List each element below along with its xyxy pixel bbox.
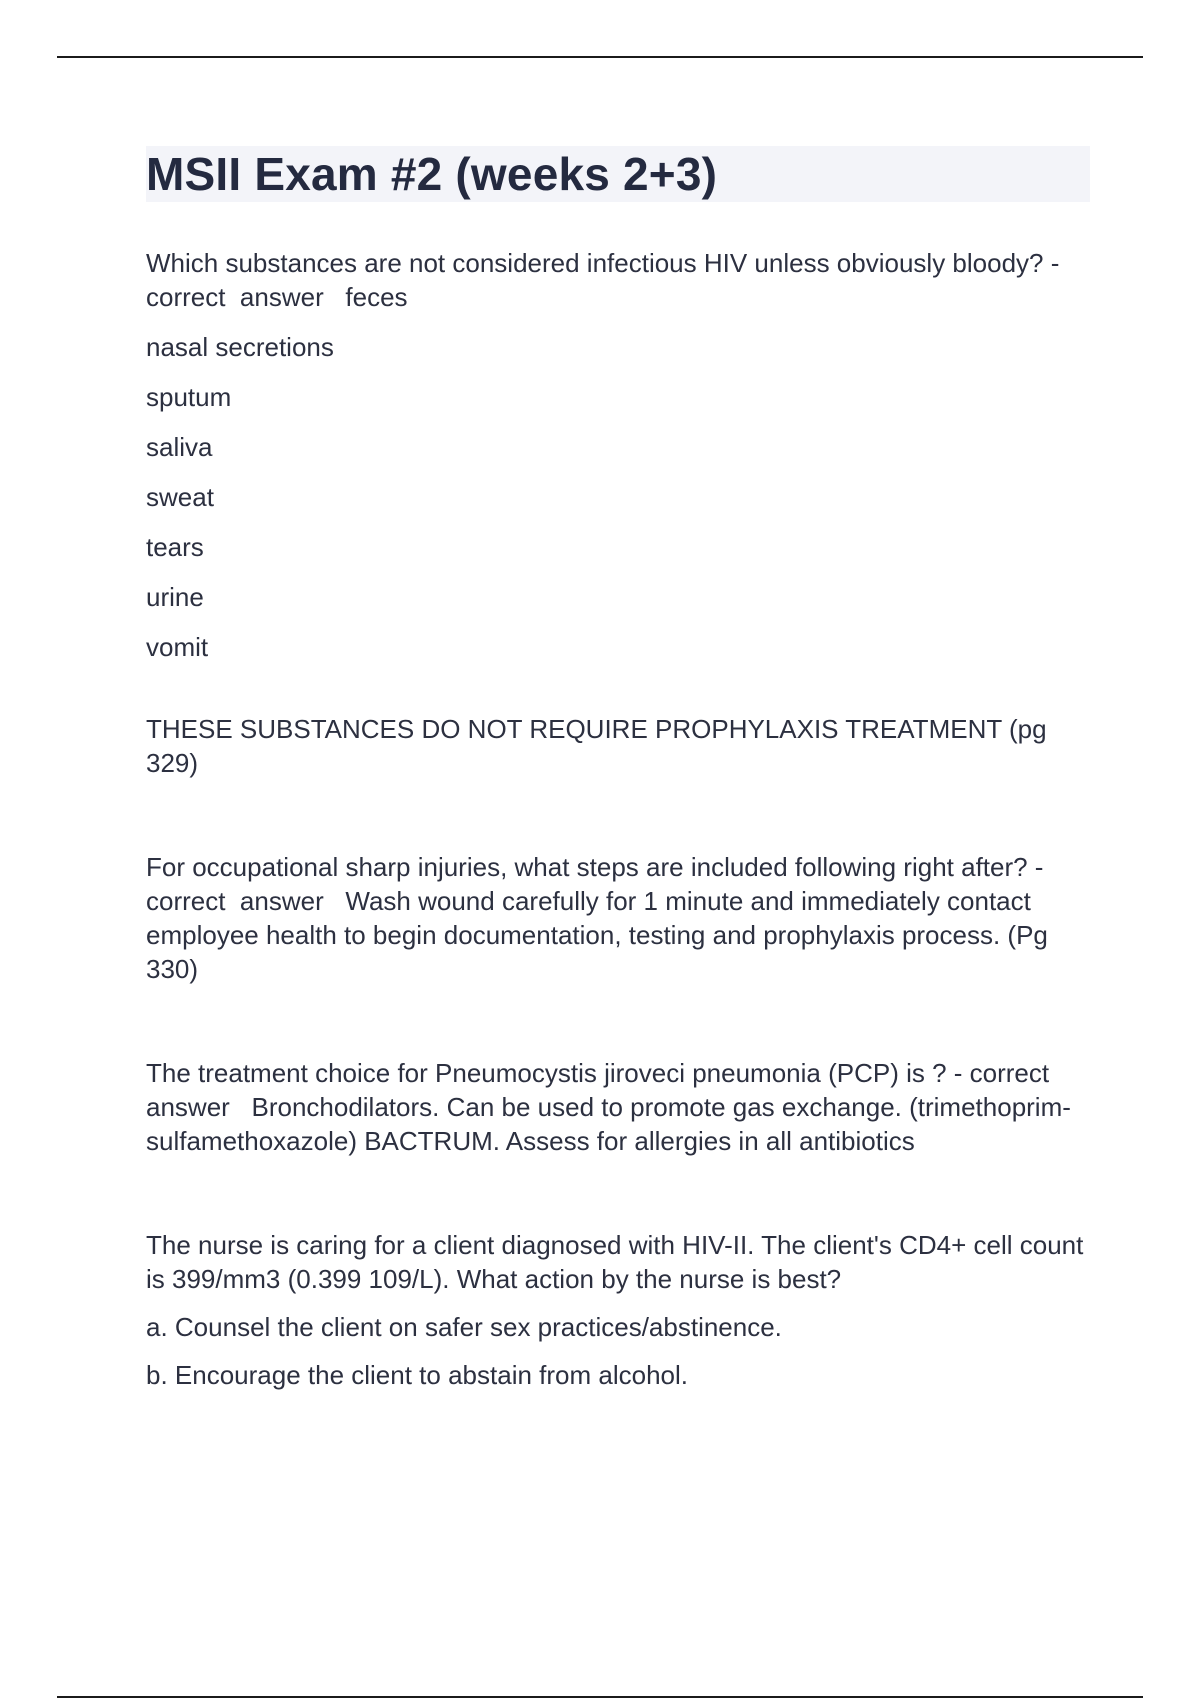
list-item: saliva <box>146 432 213 462</box>
list-item: tears <box>146 532 204 562</box>
question-2 <box>146 850 1090 986</box>
answer-option-b: b. Encourage the client to abstain from alcohol. <box>146 1360 688 1390</box>
list-item: sputum <box>146 382 232 412</box>
title-banner <box>146 146 1090 202</box>
question-1-note: THESE SUBSTANCES DO NOT REQUIRE PROPHYLAXIS TREATMENT (pg 329) <box>146 714 1047 778</box>
document-body <box>146 146 1090 1392</box>
question-4-text: The nurse is caring for a client diagnosed with HIV-II. The client's CD4+ cell count is 399/mm3 (0.399 109/L). What action by the nurse is best? <box>146 1230 1084 1294</box>
page-title: MSII Exam #2 (weeks 2+3) <box>146 148 718 200</box>
top-rule <box>57 56 1143 58</box>
bottom-rule <box>57 1696 1143 1698</box>
question-4 <box>146 1228 1090 1392</box>
question-3 <box>146 1056 1090 1158</box>
list-item: vomit <box>146 632 209 662</box>
question-1 <box>146 246 1090 780</box>
question-1-text: Which substances are not considered infectious HIV unless obviously bloody? - correct answer feces <box>146 248 1067 312</box>
list-item: nasal secretions <box>146 332 334 362</box>
question-2-text: For occupational sharp injuries, what steps are included following right after? - correct answer Wash wound carefully for 1 minute and immediately contact employee health to begin documentation, testing and prophylaxis process. (Pg 330) <box>146 852 1056 984</box>
question-3-text: The treatment choice for Pneumocystis jiroveci pneumonia (PCP) is ? - correct answer Bronchodilators. Can be used to promote gas exchange. (trimethoprim-sulfamethoxazole) BACTRUM. Assess for allergies in all antibiotics <box>146 1058 1071 1156</box>
list-item: sweat <box>146 482 214 512</box>
list-item: urine <box>146 582 204 612</box>
answer-option-a: a. Counsel the client on safer sex practices/abstinence. <box>146 1312 782 1342</box>
